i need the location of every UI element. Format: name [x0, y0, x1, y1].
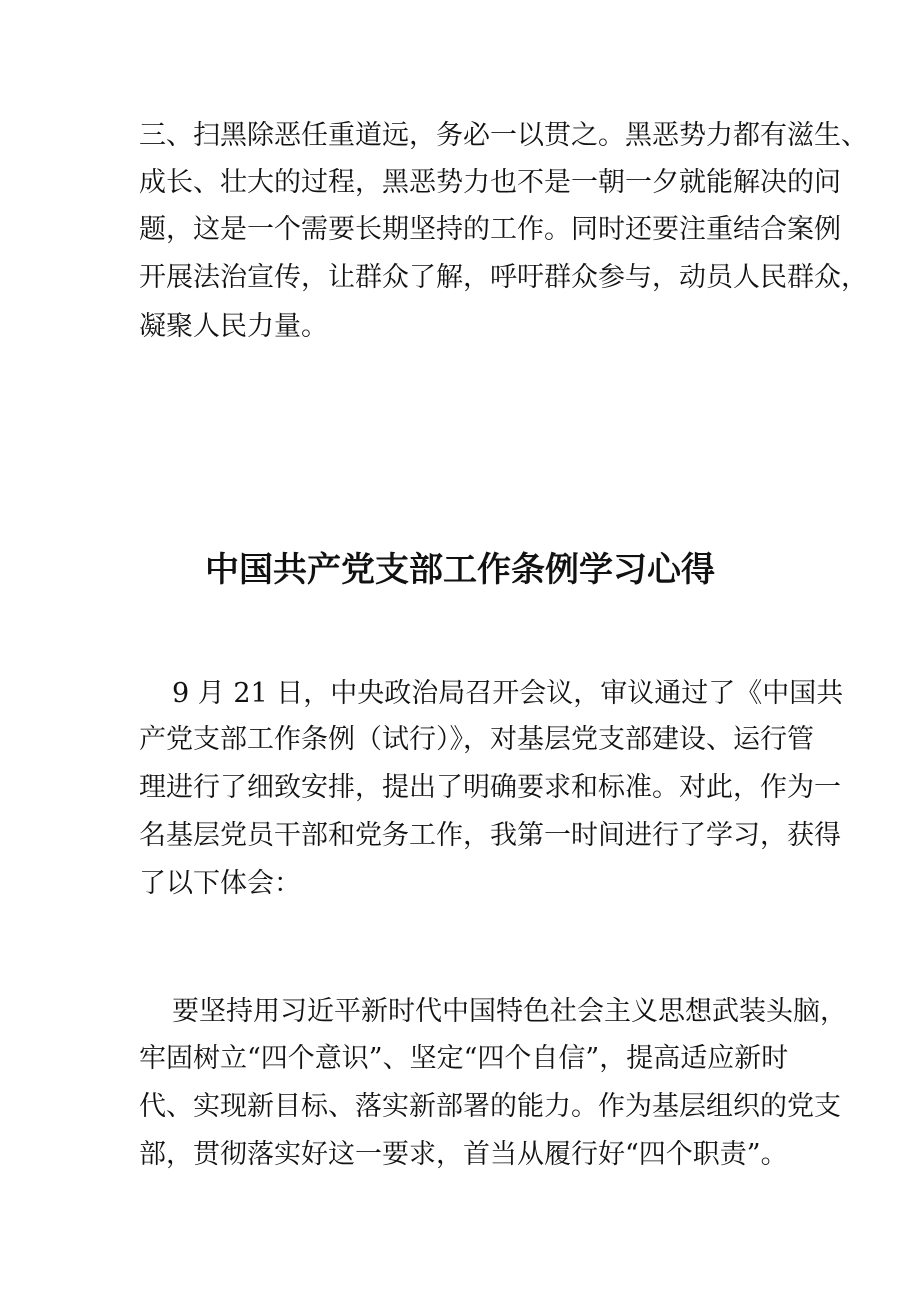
- body-line-3: 代、实现新目标、落实新部署的能力。作为基层组织的党支: [139, 1091, 841, 1122]
- section-three-line-4: 开展法治宣传，让群众了解，呼吁群众参与，动员人民群众，: [139, 262, 868, 293]
- intro-line-1: 9 月 21 日，中央政治局召开会议，审议通过了《中国共: [172, 678, 844, 709]
- body-line-2: 牢固树立“四个意识”、坚定“四个自信”，提高适应新时: [139, 1043, 789, 1074]
- section-three-line-2: 成长、壮大的过程，黑恶势力也不是一朝一夕就能解决的问: [139, 167, 841, 198]
- body-line-1: 要坚持用习近平新时代中国特色社会主义思想武装头脑，: [172, 996, 847, 1027]
- section-three-line-3: 题，这是一个需要长期坚持的工作。同时还要注重结合案例: [139, 214, 841, 245]
- section-three-line-1: 三、扫黑除恶任重道远，务必一以贯之。黑恶势力都有滋生、: [139, 120, 868, 151]
- intro-line-4: 名基层党员干部和党务工作，我第一时间进行了学习，获得: [139, 820, 841, 851]
- article-title: 中国共产党支部工作条例学习心得: [205, 550, 715, 590]
- intro-line-2: 产党支部工作条例（试行）》，对基层党支部建设、运行管: [139, 724, 814, 755]
- intro-line-5: 了以下体会：: [139, 868, 301, 899]
- body-line-4: 部，贯彻落实好这一要求，首当从履行好“四个职责”。: [139, 1139, 788, 1170]
- intro-line-3: 理进行了细致安排，提出了明确要求和标准。对此，作为一: [139, 772, 841, 803]
- section-three-line-5: 凝聚人民力量。: [139, 311, 328, 342]
